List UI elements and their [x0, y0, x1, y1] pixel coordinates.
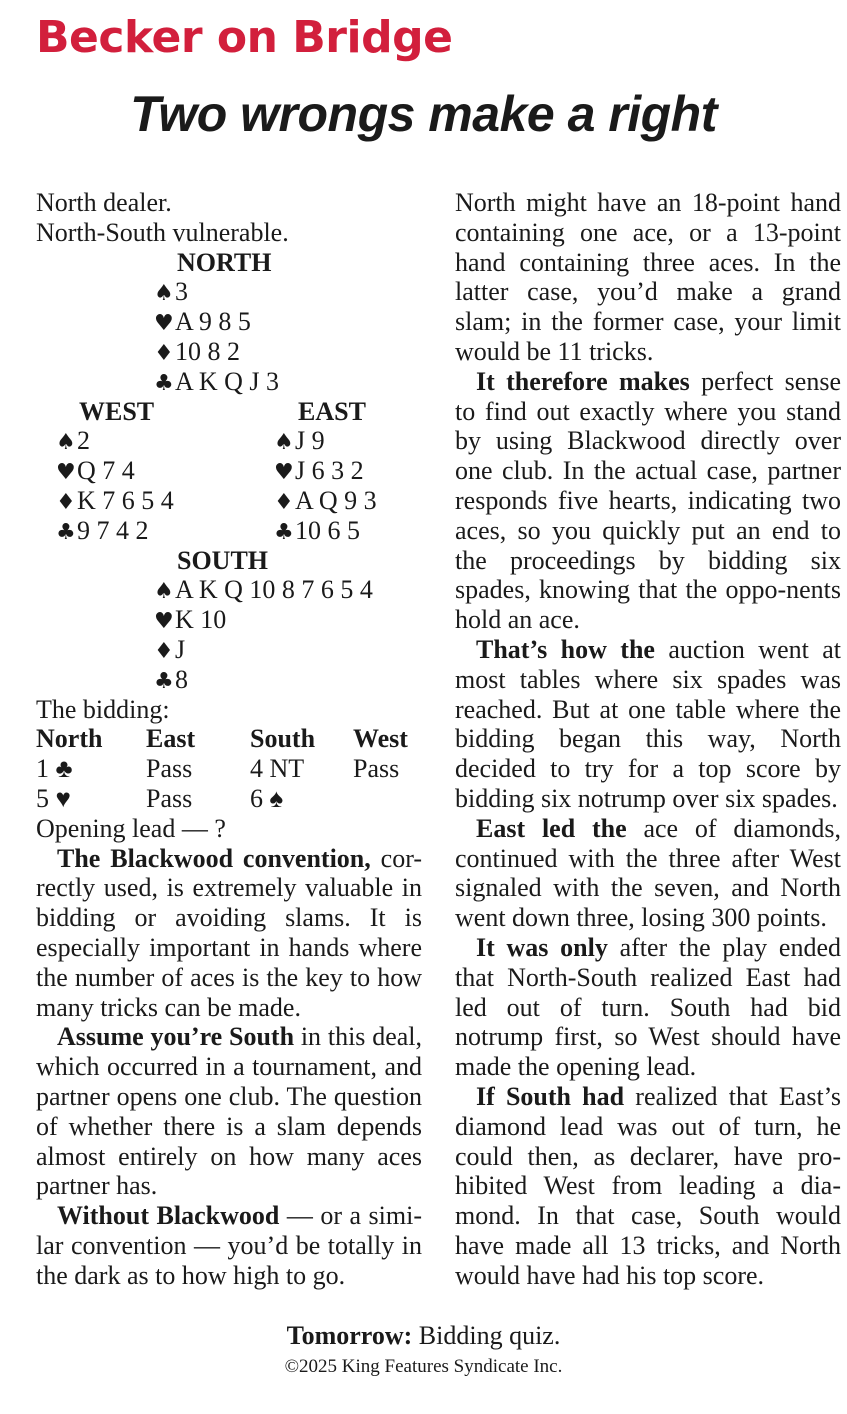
bid-cell: Pass	[146, 754, 193, 784]
bid-header: South	[250, 724, 316, 754]
club-icon: ♣	[56, 519, 76, 545]
bid-cell: Pass	[353, 754, 400, 784]
column-masthead: Becker on Bridge	[36, 12, 453, 63]
diamond-icon: ♦	[154, 638, 174, 664]
club-icon: ♣	[154, 668, 174, 694]
bid-cell: 6 ♠	[250, 783, 284, 813]
left-column	[36, 188, 422, 1290]
tomorrow-teaser: Tomorrow: Bidding quiz.	[286, 1321, 561, 1350]
article-paragraph: It therefore makes perfect sense to find out exactly where you stand by using Blackwood directly over one club. In the actual case, partner responds five hearts, indicating two aces, so you quickly put an end to the proceedings by bidding six spades, knowing that the oppo-nents hold an ace.	[455, 366, 841, 635]
article-headline: Two wrongs make a right	[130, 86, 717, 142]
heart-icon: ♥	[56, 460, 76, 486]
heart-icon: ♥	[274, 460, 294, 486]
west-clubs: ♣9 7 4 2	[56, 516, 149, 548]
south-label: SOUTH	[177, 545, 269, 575]
club-icon: ♣	[154, 370, 174, 396]
spade-icon: ♠	[154, 281, 174, 307]
article-paragraph: East led the ace of diamonds, continued with the three after West signaled with the seven, and North went down three, losing 300 points.	[455, 813, 842, 933]
article-paragraph: If South had realized that East’s diamond lead was out of turn, he could then, as declarer, have pro-hibited West from leading a dia-mond. In that case, South would have made all 13 tricks, and North would have had his top score.	[455, 1081, 842, 1290]
north-diamonds: ♦10 8 2	[154, 337, 240, 369]
article-paragraph: North might have an 18-point hand containing one ace, or a 13-point hand containing three aces. In the latter case, you’d make a grand slam; in the former case, your limit would be 11 tricks.	[455, 188, 841, 366]
article-paragraph: Assume you’re South in this deal, which occurred in a tournament, and partner opens one club. The question of whether there is a slam depends almost entirely on how many aces partner has.	[36, 1022, 423, 1201]
east-spades: ♠J 9	[274, 426, 325, 458]
east-hearts: ♥J 6 3 2	[274, 456, 364, 488]
north-hearts: ♥A 9 8 5	[154, 307, 251, 339]
north-clubs: ♣A K Q J 3	[154, 367, 279, 399]
west-label: WEST	[79, 396, 155, 426]
vulnerability-line: North-South vulnerable.	[36, 217, 289, 247]
bidding-header-row	[36, 724, 422, 754]
dealer-line: North dealer.	[36, 188, 172, 217]
west-hearts: ♥Q 7 4	[56, 456, 135, 488]
bid-cell: 1 ♣	[36, 754, 73, 784]
article-paragraph: It was only after the play ended that North-South realized East had led out of turn. South had bid notrump first, so West should have made the opening lead.	[455, 932, 841, 1082]
article-paragraph: The Blackwood convention, cor-rectly used, is extremely valuable in bidding or avoiding slams. It is especially important in hands where the number of aces is the key to how many tricks can be made.	[36, 843, 422, 1022]
spade-icon: ♠	[56, 430, 76, 456]
south-hearts: ♥K 10	[154, 605, 226, 637]
heart-icon: ♥	[154, 311, 174, 337]
right-column	[455, 188, 841, 1290]
south-spades: ♠A K Q 10 8 7 6 5 4	[154, 575, 373, 607]
diamond-icon: ♦	[56, 489, 76, 515]
bidding-table	[36, 724, 422, 813]
bid-cell: 4 NT	[250, 754, 305, 784]
bid-header: East	[146, 724, 196, 754]
deal-diagram	[36, 248, 422, 695]
bid-header: North	[36, 724, 103, 754]
east-clubs: ♣10 6 5	[274, 516, 360, 548]
bidding-row	[36, 754, 422, 784]
east-label: EAST	[298, 396, 366, 426]
diamond-icon: ♦	[154, 340, 174, 366]
south-diamonds: ♦J	[154, 635, 185, 667]
north-label: NORTH	[177, 247, 272, 277]
spade-icon: ♠	[154, 579, 174, 605]
north-spades: ♠3	[154, 277, 188, 309]
west-spades: ♠2	[56, 426, 90, 458]
bidding-intro: The bidding:	[36, 694, 170, 724]
bidding-row	[36, 784, 422, 814]
heart-icon: ♥	[154, 609, 174, 635]
west-diamonds: ♦K 7 6 5 4	[56, 486, 174, 518]
bid-cell: 5 ♥	[36, 783, 71, 813]
bid-header: West	[353, 724, 408, 754]
article-paragraph: Without Blackwood — or a simi-lar convention — you’d be totally in the dark as to how high to go.	[36, 1201, 422, 1290]
club-icon: ♣	[274, 519, 294, 545]
diamond-icon: ♦	[274, 489, 294, 515]
bid-cell: Pass	[146, 783, 193, 813]
copyright-notice: ©2025 King Features Syndicate Inc.	[284, 1356, 563, 1377]
spade-icon: ♠	[274, 430, 294, 456]
article-paragraph: That’s how the auction went at most tables where six spades was reached. But at one table where the bidding began this way, North decided to try for a top score by bidding six notrump over six spades.	[455, 634, 841, 813]
south-clubs: ♣8	[154, 665, 188, 697]
opening-lead-line: Opening lead — ?	[36, 813, 226, 843]
east-diamonds: ♦A Q 9 3	[274, 486, 377, 518]
